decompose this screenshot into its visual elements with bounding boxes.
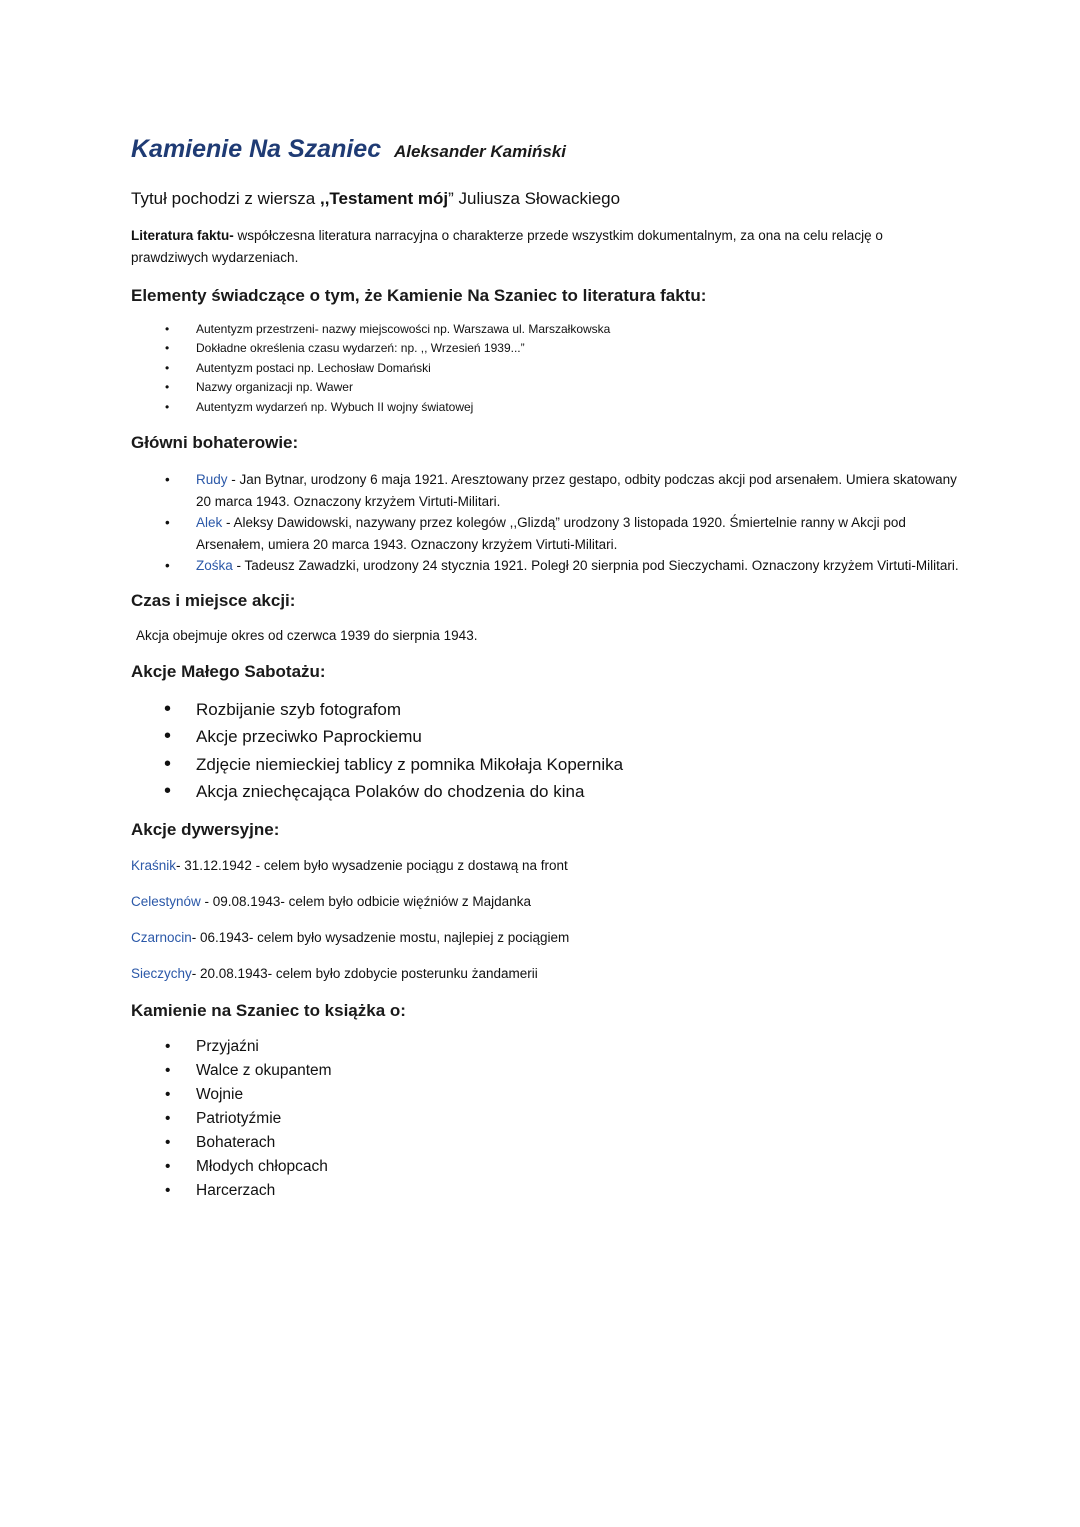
hero-name: Zośka bbox=[196, 558, 233, 574]
hero-description: - Aleksy Dawidowski, nazywany przez kolegów ,,Glizdą” urodzony 3 listopada 1920. Śmiertelnie ranny w Akcji pod Arsenałem, umiera 20 marca 1943. Oznaczony krzyżem Virtuti-Militari. bbox=[196, 515, 906, 552]
time-place-text: Akcja obejmuje okres od czerwca 1939 do sierpnia 1943. bbox=[136, 627, 478, 643]
about-list bbox=[131, 1035, 961, 1203]
hero-item bbox=[131, 512, 961, 555]
list-item: • Autentyzm postaci np. Lechosław Domański bbox=[131, 359, 961, 378]
diversion-text: - 20.08.1943- celem było zdobycie posterunku żandamerii bbox=[191, 965, 538, 981]
elements-list bbox=[131, 320, 961, 417]
diversion-text: - 31.12.1942 - celem było wysadzenie pociągu z dostawą na front bbox=[176, 857, 568, 873]
diversion-place: Celestynów bbox=[131, 893, 201, 909]
list-item: • Autentyzm wydarzeń np. Wybuch II wojny światowej bbox=[131, 398, 961, 417]
list-item: • Wojnie bbox=[131, 1083, 961, 1107]
time-place-heading: Czas i miejsce akcji: bbox=[131, 590, 296, 610]
title-author: Aleksander Kamiński bbox=[394, 142, 566, 161]
list-item: • Patriotyźmie bbox=[131, 1107, 961, 1131]
title-main: Kamienie Na Szaniec bbox=[131, 135, 382, 163]
diversion-place: Sieczychy bbox=[131, 965, 192, 981]
hero-name: Alek bbox=[196, 515, 223, 531]
list-item: • Nazwy organizacji np. Wawer bbox=[131, 378, 961, 397]
diversion-text: - 06.1943- celem było wysadzenie mostu, najlepiej z pociągiem bbox=[191, 929, 570, 945]
title-origin-prefix: Tytuł pochodzi z wiersza bbox=[131, 189, 320, 208]
diversion-item bbox=[131, 964, 961, 984]
diversion-item bbox=[131, 892, 961, 912]
definition bbox=[131, 225, 961, 269]
sabotage-list bbox=[131, 696, 961, 806]
hero-description: - Tadeusz Zawadzki, urodzony 24 stycznia 1921. Poległ 20 sierpnia pod Sieczychami. Oznaczony krzyżem Virtuti-Militari. bbox=[232, 558, 959, 574]
document-page bbox=[131, 128, 961, 1203]
list-item: • Przyjaźni bbox=[131, 1035, 961, 1059]
hero-item bbox=[131, 555, 961, 577]
diversion-place: Kraśnik bbox=[131, 857, 177, 873]
list-item: • Akcje przeciwko Paprockiemu bbox=[131, 723, 961, 751]
sabotage-heading: Akcje Małego Sabotażu: bbox=[131, 661, 326, 681]
list-item: • Autentyzm przestrzeni- nazwy miejscowości np. Warszawa ul. Marszałkowska bbox=[131, 320, 961, 339]
elements-heading: Elementy świadczące o tym, że Kamienie Na Szaniec to literatura faktu: bbox=[131, 286, 707, 305]
list-item: • Walce z okupantem bbox=[131, 1059, 961, 1083]
diversion-item bbox=[131, 928, 961, 948]
hero-name: Rudy bbox=[196, 472, 228, 488]
document-title bbox=[131, 128, 961, 165]
definition-text: współczesna literatura narracyjna o charakterze przede wszystkim dokumentalnym, za ona na celu relację o prawdziwych wydarzeniach. bbox=[131, 228, 883, 265]
title-origin bbox=[131, 189, 961, 209]
poem-title: ,,Testament mój bbox=[319, 189, 449, 208]
definition-term: Literatura faktu- bbox=[131, 228, 234, 243]
list-item: • Rozbijanie szyb fotografom bbox=[131, 696, 961, 724]
list-item: • Harcerzach bbox=[131, 1179, 961, 1203]
list-item: • Młodych chłopcach bbox=[131, 1155, 961, 1179]
heroes-heading: Główni bohaterowie: bbox=[131, 433, 299, 453]
diversion-item bbox=[131, 856, 961, 876]
list-item: • Zdjęcie niemieckiej tablicy z pomnika Mikołaja Kopernika bbox=[131, 751, 961, 779]
about-heading: Kamienie na Szaniec to książka o: bbox=[131, 1000, 406, 1020]
list-item: • Akcja zniechęcająca Polaków do chodzenia do kina bbox=[131, 778, 961, 806]
diversion-text: - 09.08.1943- celem było odbicie więźniów z Majdanka bbox=[200, 893, 531, 909]
list-item: • Dokładne określenia czasu wydarzeń: np. ,, Wrzesień 1939...” bbox=[131, 339, 961, 358]
hero-description: - Jan Bytnar, urodzony 6 maja 1921. Aresztowany przez gestapo, odbity podczas akcji pod arsenałem. Umiera skatowany 20 marca 1943. Oznaczony krzyżem Virtuti-Militari. bbox=[196, 472, 957, 509]
heroes-list bbox=[131, 469, 961, 577]
list-item: • Bohaterach bbox=[131, 1131, 961, 1155]
diversion-place: Czarnocin bbox=[131, 929, 192, 945]
title-origin-suffix: ” Juliusza Słowackiego bbox=[448, 189, 621, 208]
hero-item bbox=[131, 469, 961, 512]
diversion-heading: Akcje dywersyjne: bbox=[131, 819, 280, 839]
